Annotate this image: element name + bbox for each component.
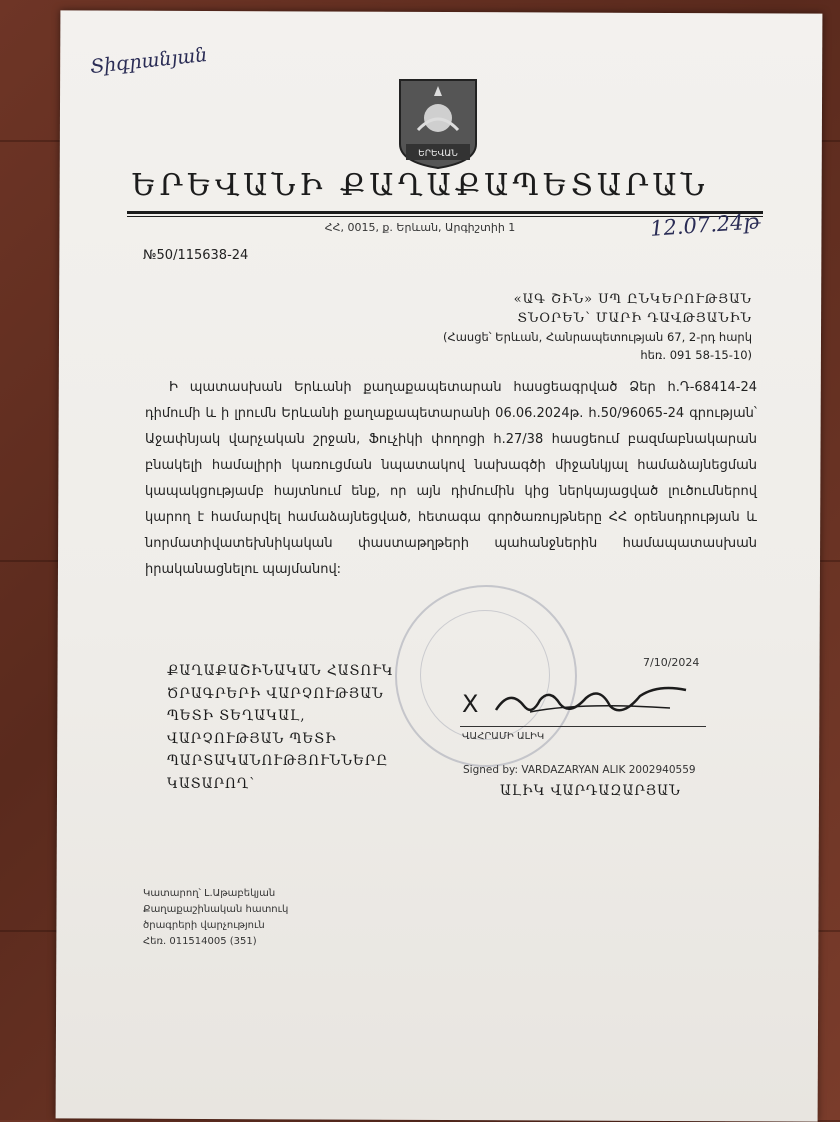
signature-x-mark: X bbox=[462, 690, 479, 718]
executor-department: Քաղաքաշինական հատուկ bbox=[143, 904, 289, 915]
recipient-director: ՏՆՕՐԵՆ՝ ՄԱՐԻ ԴԱՎԹՅԱՆԻՆ bbox=[517, 311, 752, 326]
position-line: ԾՐԱԳՐԵՐԻ ՎԱՐՉՈՒԹՅԱՆ bbox=[167, 685, 384, 702]
executor-name: Կատարող՝ Լ.Աթաբեկյան bbox=[143, 888, 276, 899]
recipient-phone: հեռ. 091 58-15-10) bbox=[640, 348, 752, 362]
executor-department-2: ծրագրերի վարչություն bbox=[143, 920, 265, 931]
executor-block bbox=[143, 886, 288, 950]
position-line: ԿԱՏԱՐՈՂ՝ bbox=[167, 775, 256, 792]
handwritten-date: 12.07.24թ bbox=[649, 209, 761, 241]
emblem-caption: ԵՐԵՎԱՆ bbox=[418, 149, 458, 159]
recipient-company: «ԱԳ ՇԻՆ» ՍՊ ԸՆԿԵՐՈՒԹՅԱՆ bbox=[513, 292, 752, 307]
position-line: ՊԵՏԻ ՏԵՂԱԿԱԼ, bbox=[167, 708, 306, 724]
signature-caption: ՎԱՀՐԱՄԻ ԱԼԻԿ bbox=[462, 731, 545, 742]
signer-name: ԱԼԻԿ ՎԱՐԴԱԶԱՐՅԱՆ bbox=[500, 783, 681, 799]
position-line: ՎԱՐՉՈՒԹՅԱՆ ՊԵՏԻ bbox=[167, 730, 337, 747]
executor-phone: Հեռ. 011514005 (351) bbox=[143, 936, 257, 947]
recipient-block bbox=[443, 290, 752, 364]
header-rule-thick bbox=[127, 211, 763, 214]
letter-body: Ի պատասխան Երևանի քաղաքապետարան հասցեագրված Ձեր հ.Դ-68414-24 դիմումի և ի լրումն Երևանի քաղաքապետարանի 06.06.2024թ. հ.50/96065-24 գրության՝ Աջափնյակ վարչական շրջան, Ֆուչիկի փողոցի հ.27/38 հասցեում բազմաբնակարան բնակելի համալիրի կառուցման նպատակով նախագծի միջանկյալ համաձայնեցման կապակցությամբ հայտնում ենք, որ այն դիմումին կից ներկայացված լուծումներով կարող է համարվել համաձայնեցված, հետագա գործառույթները ՀՀ օրենսդրության և նորմատիվատեխնիկական փաստաթղթերի պահանջներին համապատասխան իրականացնելու պայմանով: bbox=[145, 380, 757, 577]
office-address: ՀՀ, 0015, ք. Երևան, Արգիշտիի 1 bbox=[324, 221, 516, 234]
handwritten-note: Տիգրանյան bbox=[89, 43, 209, 79]
position-line: ՊԱՐՏԱԿԱՆՈՒԹՅՈՒՆՆԵՐԸ bbox=[167, 753, 389, 769]
signature-date: 7/10/2024 bbox=[643, 656, 700, 669]
signatory-position bbox=[167, 660, 394, 795]
position-line: ՔԱՂԱՔԱՇԻՆԱԿԱՆ ՀԱՏՈՒԿ bbox=[167, 663, 394, 679]
signature-line bbox=[460, 726, 706, 727]
handwritten-signature bbox=[490, 682, 690, 724]
document-number: №50/115638-24 bbox=[143, 248, 249, 263]
yerevan-emblem bbox=[398, 78, 478, 170]
recipient-address: (Հասցե՝ Երևան, Հանրապետության 67, 2-րդ հարկ bbox=[442, 330, 752, 344]
digital-signature-note: Signed by: VARDAZARYAN ALIK 2002940559 bbox=[463, 764, 696, 776]
page-title: ԵՐԵՎԱՆԻ ՔԱՂԱՔԱՊԵՏԱՐԱՆ bbox=[131, 168, 709, 203]
